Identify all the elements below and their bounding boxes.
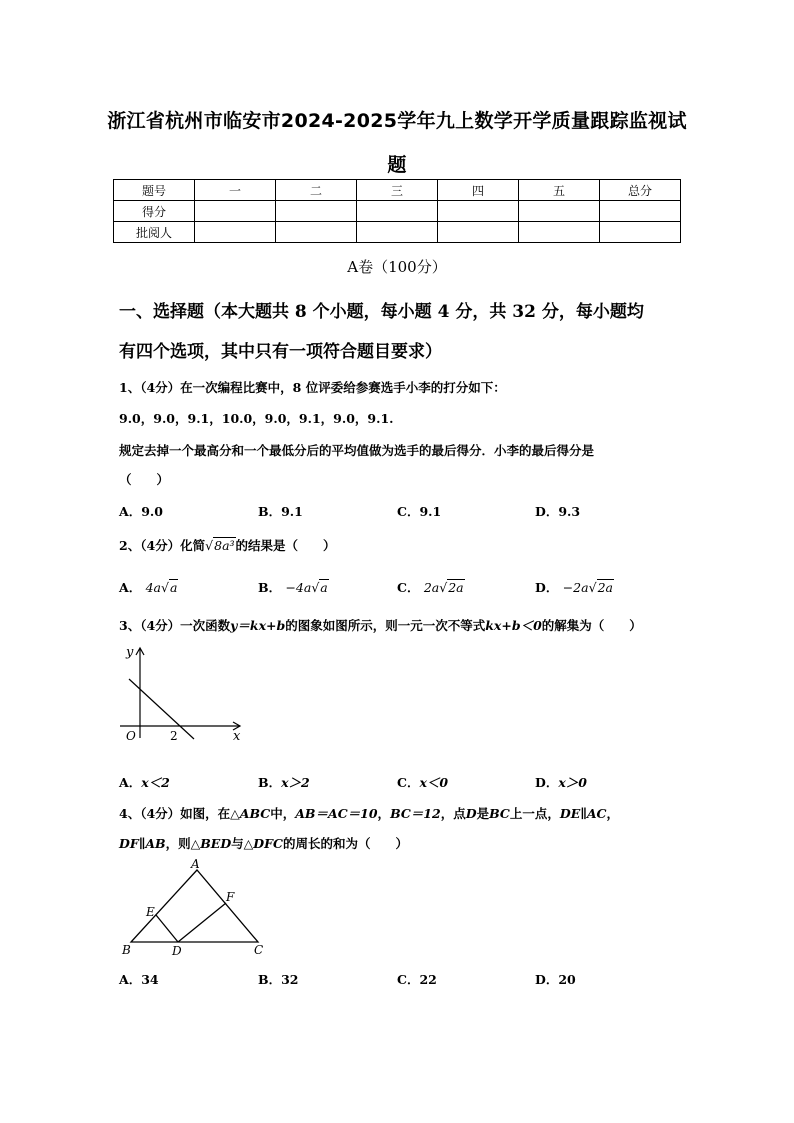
q4-option-d[interactable]: [535, 970, 576, 988]
text-run: ，点: [440, 806, 466, 821]
table-cell: [276, 222, 357, 243]
option-label: A．: [119, 775, 142, 790]
q1-option-c[interactable]: [397, 502, 441, 520]
document-title-line1: 浙江省杭州市临安市2024-2025学年九上数学开学质量跟踪监视试: [107, 110, 687, 132]
option-label: B．: [258, 972, 282, 987]
table-cell: [195, 222, 276, 243]
row-label-grader: 批阅人: [114, 222, 195, 243]
text-run: ，: [606, 806, 620, 821]
option-value: 9.1: [281, 504, 303, 519]
table-cell: [438, 201, 519, 222]
q3-option-a[interactable]: [119, 773, 170, 791]
option-label: C．: [397, 504, 420, 519]
option-value: 22: [419, 972, 437, 987]
q1-answer-blank: （ ）: [119, 472, 170, 487]
x-axis-label: x: [233, 729, 241, 744]
table-cell: [276, 201, 357, 222]
text-run: 4、（4分）如图，在△: [119, 806, 240, 821]
q2-radical: √8a³: [205, 538, 235, 553]
table-cell: [438, 222, 519, 243]
q2-option-d[interactable]: [535, 578, 614, 596]
table-cell: [195, 201, 276, 222]
option-value: 9.1: [419, 504, 442, 519]
q1-option-a[interactable]: [119, 502, 163, 520]
option-label: D．: [535, 775, 559, 790]
option-label: D．: [535, 504, 559, 519]
q4-option-b[interactable]: [258, 970, 298, 988]
text-run: ，: [377, 806, 391, 821]
q3-option-b[interactable]: [258, 773, 310, 791]
coefficient: −4a: [285, 580, 312, 595]
q3-option-d[interactable]: [535, 773, 587, 791]
option-value: 9.3: [558, 504, 581, 519]
option-label: B．: [258, 775, 282, 790]
segment-de: [156, 915, 178, 942]
math-run: BC: [489, 806, 510, 821]
table-cell: [357, 201, 438, 222]
row-label-score: 得分: [114, 201, 195, 222]
section-heading-line1: 一、选择题（本大题共 8 个小题，每小题 4 分，共 32 分，每小题均: [119, 302, 644, 322]
text-run: 上一点，: [509, 806, 560, 821]
document-title-line2: 题: [387, 154, 407, 176]
text-run: 的周长的和为（ ）: [282, 836, 408, 851]
text-run: 是: [476, 806, 490, 821]
table-header-cell: 三: [357, 180, 438, 201]
math-run: AB＝AC＝10: [295, 806, 378, 821]
q3-function: y＝kx+b: [230, 618, 286, 633]
score-table-header-row: [114, 180, 681, 201]
y-axis-label: y: [126, 645, 134, 660]
table-header-cell: 一: [195, 180, 276, 201]
table-cell: [357, 222, 438, 243]
option-value: 32: [281, 972, 299, 987]
option-label: A．: [119, 504, 142, 519]
table-cell: [600, 201, 681, 222]
option-expression: 4a√a: [145, 580, 178, 595]
vertex-label-c: C: [254, 943, 264, 957]
radicand: a: [320, 580, 328, 595]
text-run: 中，: [270, 806, 296, 821]
table-header-cell: 四: [438, 180, 519, 201]
section-heading-line2: 有四个选项，其中只有一项符合题目要求）: [119, 342, 442, 362]
option-label: C．: [397, 972, 420, 987]
q4-stem-line1: [119, 804, 619, 822]
q2-stem-before: 2、（4分）化简: [119, 538, 206, 553]
q1-question: 规定去掉一个最高分和一个最低分后的平均值做为选手的最后得分．小李的最后得分是: [119, 443, 595, 458]
option-label: B．: [258, 580, 282, 595]
option-value: 9.0: [141, 504, 163, 519]
x-intercept-label: 2: [170, 729, 178, 743]
text-run: ，则△: [165, 836, 201, 851]
q3-stem-b: 的图象如图所示，则一元一次不等式: [285, 618, 486, 633]
option-label: B．: [258, 504, 282, 519]
option-label: D．: [535, 580, 559, 595]
radicand: 2a: [448, 580, 464, 595]
vertex-label-a: A: [191, 858, 200, 871]
math-run: DE∥AC: [559, 806, 607, 821]
math-run: BED: [200, 836, 232, 851]
q2-stem-after: 的结果是（ ）: [235, 538, 336, 553]
option-value: 34: [141, 972, 159, 987]
vertex-label-b: B: [122, 943, 131, 957]
q1-option-b[interactable]: [258, 502, 303, 520]
table-cell: [600, 222, 681, 243]
math-run: DFC: [253, 836, 283, 851]
table-header-cell: 五: [519, 180, 600, 201]
coefficient: 4a: [145, 580, 161, 595]
q2-option-a[interactable]: [119, 578, 178, 596]
q2-option-c[interactable]: [397, 578, 465, 596]
q3-stem-c: 的解集为（ ）: [541, 618, 642, 633]
segment-df: [178, 903, 226, 942]
text-run: 与△: [231, 836, 254, 851]
score-table-row: [114, 201, 681, 222]
q1-stem: 1、（4分）在一次编程比赛中，8 位评委给参赛选手小李的打分如下：: [119, 380, 506, 395]
coefficient: −2a: [562, 580, 589, 595]
q4-stem-line2: [119, 834, 408, 852]
option-expression: −4a√a: [285, 580, 328, 595]
option-label: A．: [119, 580, 142, 595]
table-header-cell: 题号: [114, 180, 195, 201]
math-run: D: [465, 806, 477, 821]
option-value: x＜2: [141, 775, 170, 790]
option-label: C．: [397, 775, 420, 790]
option-label: D．: [535, 972, 559, 987]
paper-section-label: A卷（100分）: [347, 258, 447, 276]
option-expression: −2a√2a: [562, 580, 613, 595]
score-table: [113, 179, 681, 243]
function-line: [129, 679, 194, 739]
point-label-f: F: [226, 890, 235, 904]
point-label-d: D: [172, 944, 182, 958]
option-value: x＞2: [281, 775, 310, 790]
option-value: x＜0: [419, 775, 449, 790]
q1-option-d[interactable]: [535, 502, 580, 520]
q2-stem: [119, 536, 336, 554]
q3-inequality: kx+b＜0: [485, 618, 542, 633]
table-cell: [519, 222, 600, 243]
score-table-row: [114, 222, 681, 243]
origin-label: O: [126, 729, 136, 743]
radicand: 8a³: [214, 538, 235, 553]
q2-option-b[interactable]: [258, 578, 329, 596]
q3-option-c[interactable]: [397, 773, 448, 791]
q4-option-a[interactable]: [119, 970, 159, 988]
q4-triangle-figure: [116, 858, 276, 960]
option-expression: 2a√2a: [423, 580, 464, 595]
option-value: x＞0: [558, 775, 587, 790]
math-run: BC＝12: [390, 806, 441, 821]
option-label: C．: [397, 580, 420, 595]
q3-stem-a: 3、（4分）一次函数: [119, 618, 231, 633]
option-label: A．: [119, 972, 142, 987]
math-run: ABC: [239, 806, 271, 821]
q4-option-c[interactable]: [397, 970, 437, 988]
table-header-cell: 二: [276, 180, 357, 201]
radicand: 2a: [597, 580, 613, 595]
option-value: 20: [558, 972, 576, 987]
point-label-e: E: [146, 905, 155, 919]
q1-scores: 9.0，9.0，9.1，10.0，9.0，9.1，9.0，9.1.: [119, 411, 394, 426]
q3-stem: [119, 616, 642, 634]
coefficient: 2a: [423, 580, 440, 595]
q3-function-graph: [112, 643, 252, 748]
math-run: DF∥AB: [119, 836, 166, 851]
table-cell: [519, 201, 600, 222]
table-header-cell: 总分: [600, 180, 681, 201]
radicand: a: [169, 580, 178, 595]
